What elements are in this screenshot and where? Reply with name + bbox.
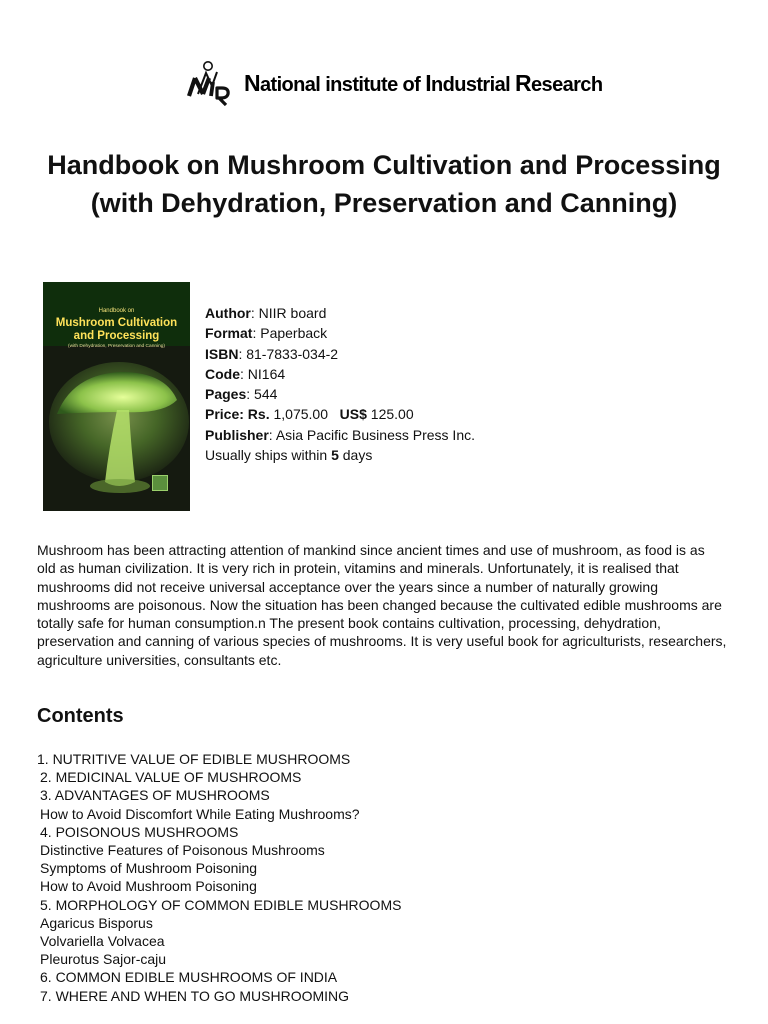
site-header <box>0 60 768 106</box>
publisher-value: Asia Pacific Business Press Inc. <box>275 426 475 443</box>
isbn-value: 81-7833-034-2 <box>246 345 339 362</box>
contents-heading: Contents <box>37 705 124 727</box>
toc-item: 6. COMMON EDIBLE MUSHROOMS OF INDIA <box>40 969 338 986</box>
book-details <box>205 303 475 465</box>
toc-item: Distinctive Features of Poisonous Mushrooms <box>40 842 325 859</box>
ship-days: 5 <box>331 447 339 464</box>
cover-small-title: Handbook on <box>98 308 135 314</box>
format-value: Paperback <box>260 325 328 342</box>
format-row: Format: Paperback <box>205 325 328 342</box>
toc-item: 2. MEDICINAL VALUE OF MUSHROOMS <box>40 769 302 786</box>
pages-row: Pages: 544 <box>205 386 278 403</box>
price-row: Price: Rs. 1,075.00 US$ 125.00 <box>205 406 414 423</box>
cover-main-title-line2: and Processing <box>73 330 160 342</box>
site-logo-text[interactable]: National institute of Industrial Research <box>244 70 603 96</box>
cover-main-title <box>43 317 190 343</box>
publisher-row: Publisher: Asia Pacific Business Press Inc. <box>205 426 475 443</box>
book-description: Mushroom has been attracting attention of mankind since ancient times and use of mushroom, as food is as old as human civilization. It is very rich in protein, vitamins and minerals. Unfortunately, it is realised that mushrooms did not receive universal acceptance over the years since a number of naturally growing mushrooms are poisonous. Now the situation has been changed because the cultivated edible mushrooms are totally safe for human consumption.n The present book contains cultivation, processing, dehydration, preservation and canning of various species of mushrooms. It is very useful book for agriculturists, researchers, agriculture universities, consultants etc. <box>37 542 727 668</box>
code-row: Code: NI164 <box>205 365 286 382</box>
toc-item: 7. WHERE AND WHEN TO GO MUSHROOMING <box>40 987 350 1004</box>
toc-item: Symptoms of Mushroom Poisoning <box>40 860 258 877</box>
price-rs-value: 1,075.00 <box>273 406 328 423</box>
toc-item: 3. ADVANTAGES OF MUSHROOMS <box>40 787 270 804</box>
pages-value: 544 <box>254 386 278 403</box>
toc-item: How to Avoid Mushroom Poisoning <box>40 878 257 895</box>
code-value: NI164 <box>247 365 286 382</box>
cover-subtitle: (with Dehydration, Preservation and Canning) <box>67 344 166 349</box>
book-cover-image <box>43 282 190 511</box>
isbn-row: ISBN: 81-7833-034-2 <box>205 345 339 362</box>
shipping-row: Usually ships within 5 days <box>205 447 373 464</box>
cover-main-title-line1: Mushroom Cultivation <box>55 317 178 329</box>
table-of-contents <box>37 750 401 1005</box>
toc-item: Pleurotus Sajor-caju <box>40 951 167 968</box>
toc-item: How to Avoid Discomfort While Eating Mushrooms? <box>40 805 360 822</box>
publisher-seal-icon <box>152 475 168 491</box>
book-title: Handbook on Mushroom Cultivation and Processing (with Dehydration, Preservation and Canning) <box>47 150 721 218</box>
toc-item: 1. NUTRITIVE VALUE OF EDIBLE MUSHROOMS <box>37 751 351 767</box>
toc-item: Volvariella Volvacea <box>40 933 165 950</box>
niir-logo-icon <box>186 60 238 106</box>
author-row: Author: NIIR board <box>205 305 327 321</box>
price-usd-value: 125.00 <box>370 406 414 423</box>
toc-item: 5. MORPHOLOGY OF COMMON EDIBLE MUSHROOMS <box>40 896 402 913</box>
toc-item: Agaricus Bisporus <box>40 914 153 931</box>
toc-item: 4. POISONOUS MUSHROOMS <box>40 823 239 840</box>
author-value: NIIR board <box>258 305 327 321</box>
